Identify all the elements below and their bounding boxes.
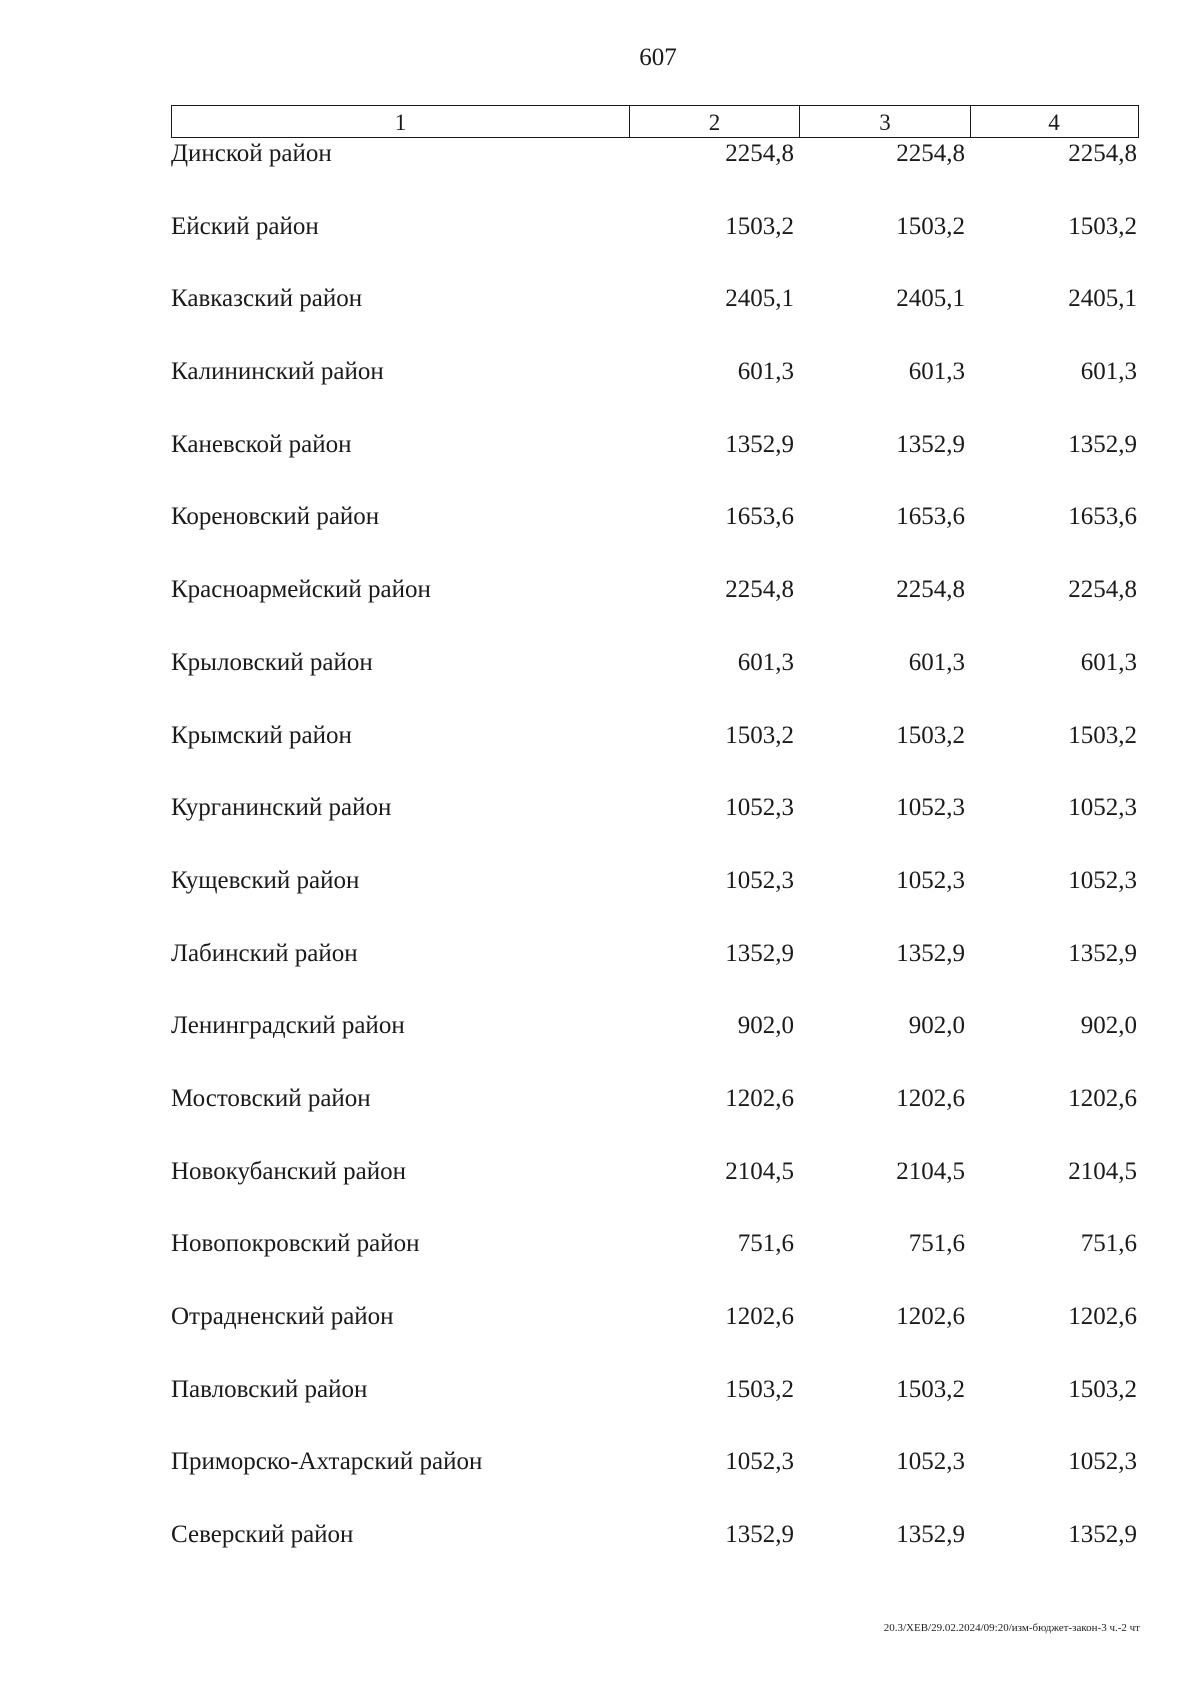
value-col-4: 1503,2	[1068, 1375, 1137, 1403]
value-col-4: 1052,3	[1068, 794, 1137, 822]
value-col-3: 1052,3	[896, 1448, 965, 1476]
header-col-4: 4	[970, 106, 1137, 137]
district-name: Павловский район	[171, 1375, 368, 1403]
value-col-3: 1202,6	[896, 1084, 965, 1112]
district-name: Крымский район	[171, 721, 352, 749]
district-name: Крыловский район	[171, 648, 373, 676]
district-name: Ленинградский район	[171, 1012, 405, 1040]
table-row	[171, 358, 1139, 431]
table-row	[171, 1376, 1139, 1449]
district-name: Курганинский район	[171, 794, 392, 822]
value-col-3: 2104,5	[896, 1157, 965, 1185]
district-name: Кущевский район	[171, 866, 360, 894]
value-col-4: 1503,2	[1068, 721, 1137, 749]
page-number: 607	[639, 44, 677, 71]
table-row	[171, 1303, 1139, 1376]
header-col-2: 2	[629, 106, 799, 137]
table-row	[171, 867, 1139, 940]
value-col-4: 2254,8	[1068, 576, 1137, 604]
table-row	[171, 503, 1139, 576]
district-name: Кореновский район	[171, 503, 380, 531]
value-col-2: 1352,9	[725, 1521, 794, 1549]
value-col-4: 1052,3	[1068, 1448, 1137, 1476]
value-col-2: 1352,9	[725, 430, 794, 458]
value-col-4: 1052,3	[1068, 866, 1137, 894]
value-col-4: 1503,2	[1068, 212, 1137, 240]
table-row	[171, 1521, 1139, 1594]
value-col-4: 1653,6	[1068, 503, 1137, 531]
value-col-4: 902,0	[1080, 1012, 1137, 1040]
table-row	[171, 1085, 1139, 1158]
table-body	[171, 140, 1139, 1594]
table-row	[171, 1448, 1139, 1521]
district-name: Новопокровский район	[171, 1230, 420, 1258]
district-name: Каневской район	[171, 430, 352, 458]
value-col-2: 1202,6	[725, 1303, 794, 1330]
value-col-2: 2254,8	[725, 576, 794, 604]
value-col-3: 1352,9	[896, 939, 965, 967]
value-col-3: 601,3	[908, 358, 965, 386]
value-col-2: 902,0	[737, 1012, 794, 1040]
value-col-3: 601,3	[908, 648, 965, 676]
value-col-2: 1653,6	[725, 503, 794, 531]
district-name: Динской район	[171, 140, 332, 167]
value-col-3: 1052,3	[896, 866, 965, 894]
value-col-2: 751,6	[737, 1230, 794, 1258]
table-row	[171, 1158, 1139, 1231]
value-col-3: 2405,1	[896, 285, 965, 313]
table-row	[171, 794, 1139, 867]
value-col-3: 2254,8	[896, 576, 965, 604]
document-code: 20.3/ХЕВ/29.02.2024/09:20/изм-бюджет-закон-3 ч.-2 чт	[883, 1622, 1140, 1634]
value-col-3: 1653,6	[896, 503, 965, 531]
value-col-4: 1352,9	[1068, 430, 1137, 458]
table-row	[171, 1230, 1139, 1303]
table-row	[171, 1012, 1139, 1085]
value-col-2: 601,3	[737, 648, 794, 676]
table-row	[171, 940, 1139, 1013]
value-col-3: 902,0	[908, 1012, 965, 1040]
district-name: Калининский район	[171, 358, 384, 386]
value-col-2: 1202,6	[725, 1084, 794, 1112]
value-col-4: 1202,6	[1068, 1303, 1137, 1330]
value-col-2: 2254,8	[725, 140, 794, 167]
value-col-2: 1352,9	[725, 939, 794, 967]
value-col-2: 1052,3	[725, 866, 794, 894]
value-col-3: 1352,9	[896, 1521, 965, 1549]
district-name: Мостовский район	[171, 1084, 371, 1112]
district-name: Новокубанский район	[171, 1157, 406, 1185]
value-col-4: 751,6	[1080, 1230, 1137, 1258]
value-col-4: 2104,5	[1068, 1157, 1137, 1185]
table-row	[171, 431, 1139, 504]
value-col-3: 1503,2	[896, 721, 965, 749]
value-col-4: 1352,9	[1068, 1521, 1137, 1549]
table-row	[171, 213, 1139, 286]
value-col-3: 1503,2	[896, 212, 965, 240]
value-col-3: 2254,8	[896, 140, 965, 167]
value-col-2: 1503,2	[725, 212, 794, 240]
district-name: Ейский район	[171, 212, 319, 240]
value-col-2: 1052,3	[725, 1448, 794, 1476]
district-name: Кавказский район	[171, 285, 363, 313]
value-col-4: 2254,8	[1068, 140, 1137, 167]
value-col-3: 1052,3	[896, 794, 965, 822]
header-col-1: 1	[394, 110, 407, 135]
district-name: Северский район	[171, 1521, 354, 1549]
value-col-4: 1352,9	[1068, 939, 1137, 967]
value-col-2: 1503,2	[725, 1375, 794, 1403]
district-name: Лабинский район	[171, 939, 358, 967]
table-row	[171, 285, 1139, 358]
value-col-3: 1503,2	[896, 1375, 965, 1403]
district-name: Отрадненский район	[171, 1303, 394, 1330]
value-col-2: 1052,3	[725, 794, 794, 822]
value-col-2: 2405,1	[725, 285, 794, 313]
value-col-4: 601,3	[1080, 358, 1137, 386]
value-col-4: 601,3	[1080, 648, 1137, 676]
table-row	[171, 722, 1139, 795]
value-col-2: 1503,2	[725, 721, 794, 749]
table-row	[171, 140, 1139, 213]
table-header	[171, 105, 1139, 138]
district-name: Красноармейский район	[171, 576, 431, 604]
value-col-4: 1202,6	[1068, 1084, 1137, 1112]
value-col-2: 2104,5	[725, 1157, 794, 1185]
value-col-3: 751,6	[908, 1230, 965, 1258]
table-row	[171, 576, 1139, 649]
value-col-2: 601,3	[737, 358, 794, 386]
value-col-3: 1202,6	[896, 1303, 965, 1330]
table-row	[171, 649, 1139, 722]
district-name: Приморско-Ахтарский район	[171, 1448, 483, 1476]
value-col-3: 1352,9	[896, 430, 965, 458]
header-col-3: 3	[799, 106, 970, 137]
value-col-4: 2405,1	[1068, 285, 1137, 313]
